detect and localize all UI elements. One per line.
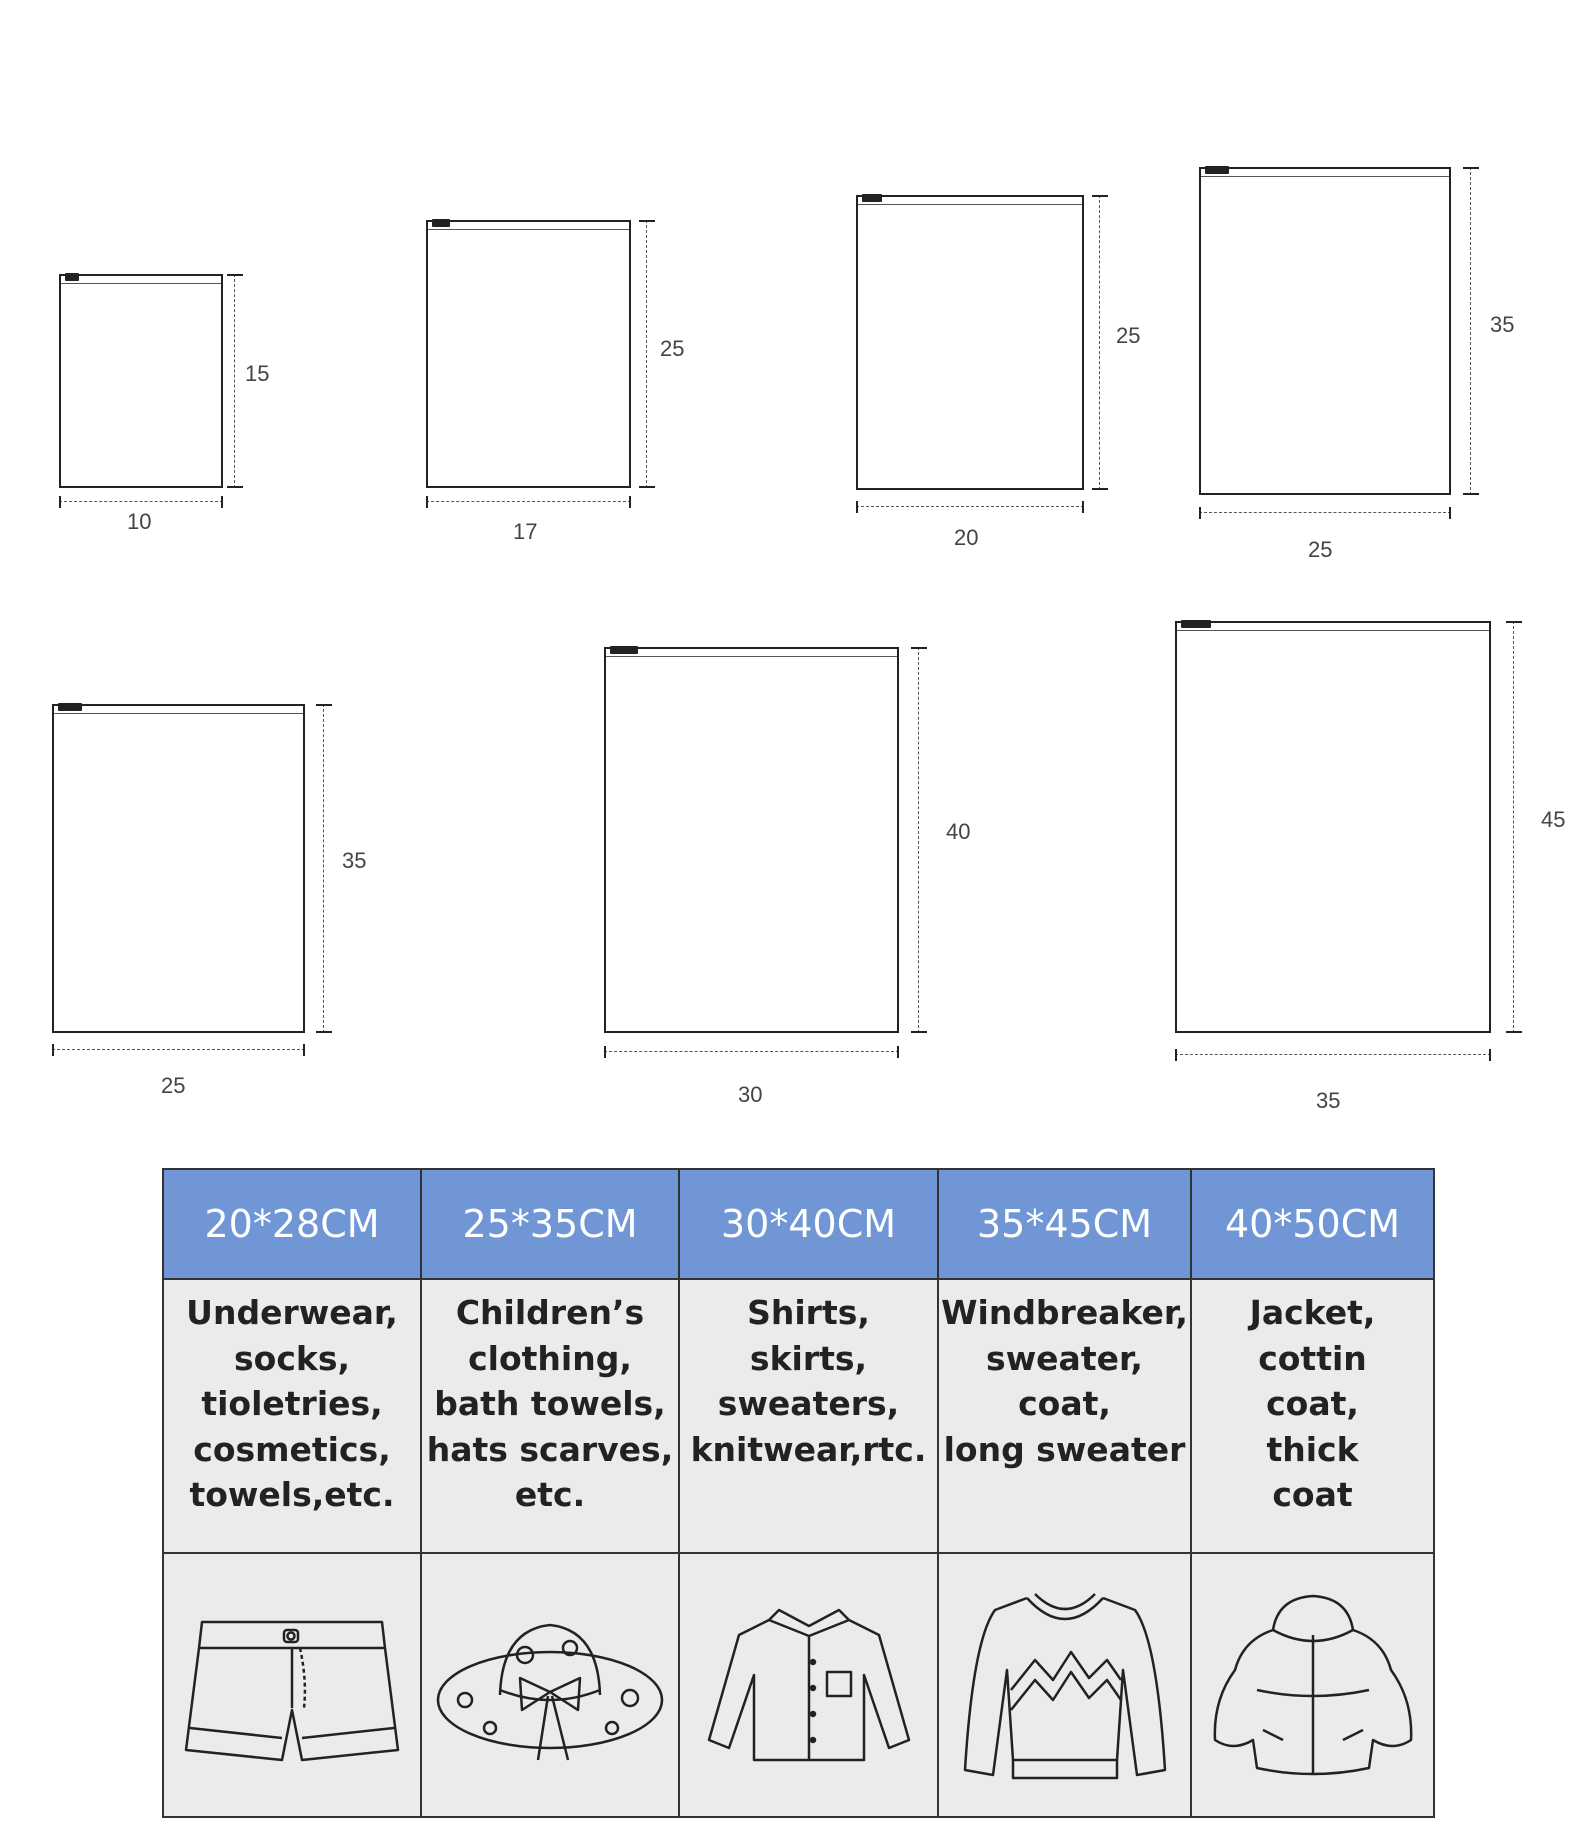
size-header-cell: 40*50CM (1191, 1169, 1434, 1279)
usage-cell (163, 1279, 421, 1553)
shorts-icon (182, 1600, 402, 1770)
zipper-pull-icon (862, 194, 882, 202)
usage-text: Windbreaker, sweater, coat, long sweater (941, 1293, 1188, 1469)
zipper-pull-icon (1181, 620, 1211, 628)
zipper-pull-icon (65, 273, 79, 281)
bag-width-label: 20 (954, 525, 979, 550)
usage-text: Jacket, cottin coat, thick coat (1249, 1293, 1376, 1514)
bag-height-label: 40 (946, 819, 971, 844)
illustration-cell (679, 1553, 938, 1817)
zipper-pull-icon (610, 646, 638, 654)
bag-width-label: 25 (161, 1073, 186, 1098)
usage-text: Shirts, skirts, sweaters, knitwear,rtc. (690, 1293, 927, 1469)
size-header-row (163, 1169, 1434, 1279)
width-dimension-line (426, 496, 631, 508)
bag-outline-2 (426, 220, 631, 488)
sun-hat-icon (430, 1600, 670, 1770)
illustration-row (163, 1553, 1434, 1817)
bag-outline-7 (1175, 621, 1491, 1033)
zipper-pull-icon (432, 219, 450, 227)
zipper-pull-icon (58, 703, 82, 711)
bag-width-label: 35 (1316, 1088, 1341, 1113)
height-dimension-line (316, 704, 332, 1033)
bag-width-label: 10 (127, 509, 152, 534)
size-header-cell: 25*35CM (421, 1169, 679, 1279)
height-dimension-line (1463, 167, 1479, 495)
illustration-cell (163, 1553, 421, 1817)
height-dimension-line (227, 274, 243, 488)
height-dimension-line (1092, 195, 1108, 490)
width-dimension-line (1175, 1049, 1491, 1061)
size-header-cell: 35*45CM (938, 1169, 1191, 1279)
height-dimension-line (1506, 621, 1522, 1033)
usage-cell (421, 1279, 679, 1553)
bag-outline-5 (52, 704, 305, 1033)
width-dimension-line (52, 1044, 305, 1056)
usage-cell (938, 1279, 1191, 1553)
puffer-jacket-icon (1203, 1590, 1423, 1780)
height-dimension-line (911, 647, 927, 1033)
usage-cell (1191, 1279, 1434, 1553)
illustration-cell (938, 1553, 1191, 1817)
illustration-cell (1191, 1553, 1434, 1817)
bag-height-label: 25 (1116, 323, 1141, 348)
width-dimension-line (1199, 507, 1451, 519)
bag-outline-1 (59, 274, 223, 488)
bag-width-label: 17 (513, 519, 538, 544)
height-dimension-line (639, 220, 655, 488)
bag-height-label: 45 (1541, 807, 1566, 832)
zipper-pull-icon (1205, 166, 1229, 174)
bag-width-label: 25 (1308, 537, 1333, 562)
bag-outline-6 (604, 647, 899, 1033)
usage-row (163, 1279, 1434, 1553)
size-usage-table (162, 1168, 1435, 1818)
usage-cell (679, 1279, 938, 1553)
usage-text: Underwear, socks, tioletries, cosmetics, towels,etc. (186, 1293, 398, 1514)
bag-outline-4 (1199, 167, 1451, 495)
width-dimension-line (59, 496, 223, 508)
width-dimension-line (856, 501, 1084, 513)
bag-height-label: 35 (1490, 312, 1515, 337)
bag-height-label: 35 (342, 848, 367, 873)
bag-outline-3 (856, 195, 1084, 490)
bag-height-label: 15 (245, 361, 270, 386)
bag-width-label: 30 (738, 1082, 763, 1107)
width-dimension-line (604, 1046, 899, 1058)
usage-text: Children’s clothing, bath towels, hats scarves, etc. (426, 1293, 674, 1514)
size-header-cell: 30*40CM (679, 1169, 938, 1279)
illustration-cell (421, 1553, 679, 1817)
shirt-icon (699, 1600, 919, 1770)
bag-height-label: 25 (660, 336, 685, 361)
size-header-cell: 20*28CM (163, 1169, 421, 1279)
sweater-icon (955, 1580, 1175, 1790)
